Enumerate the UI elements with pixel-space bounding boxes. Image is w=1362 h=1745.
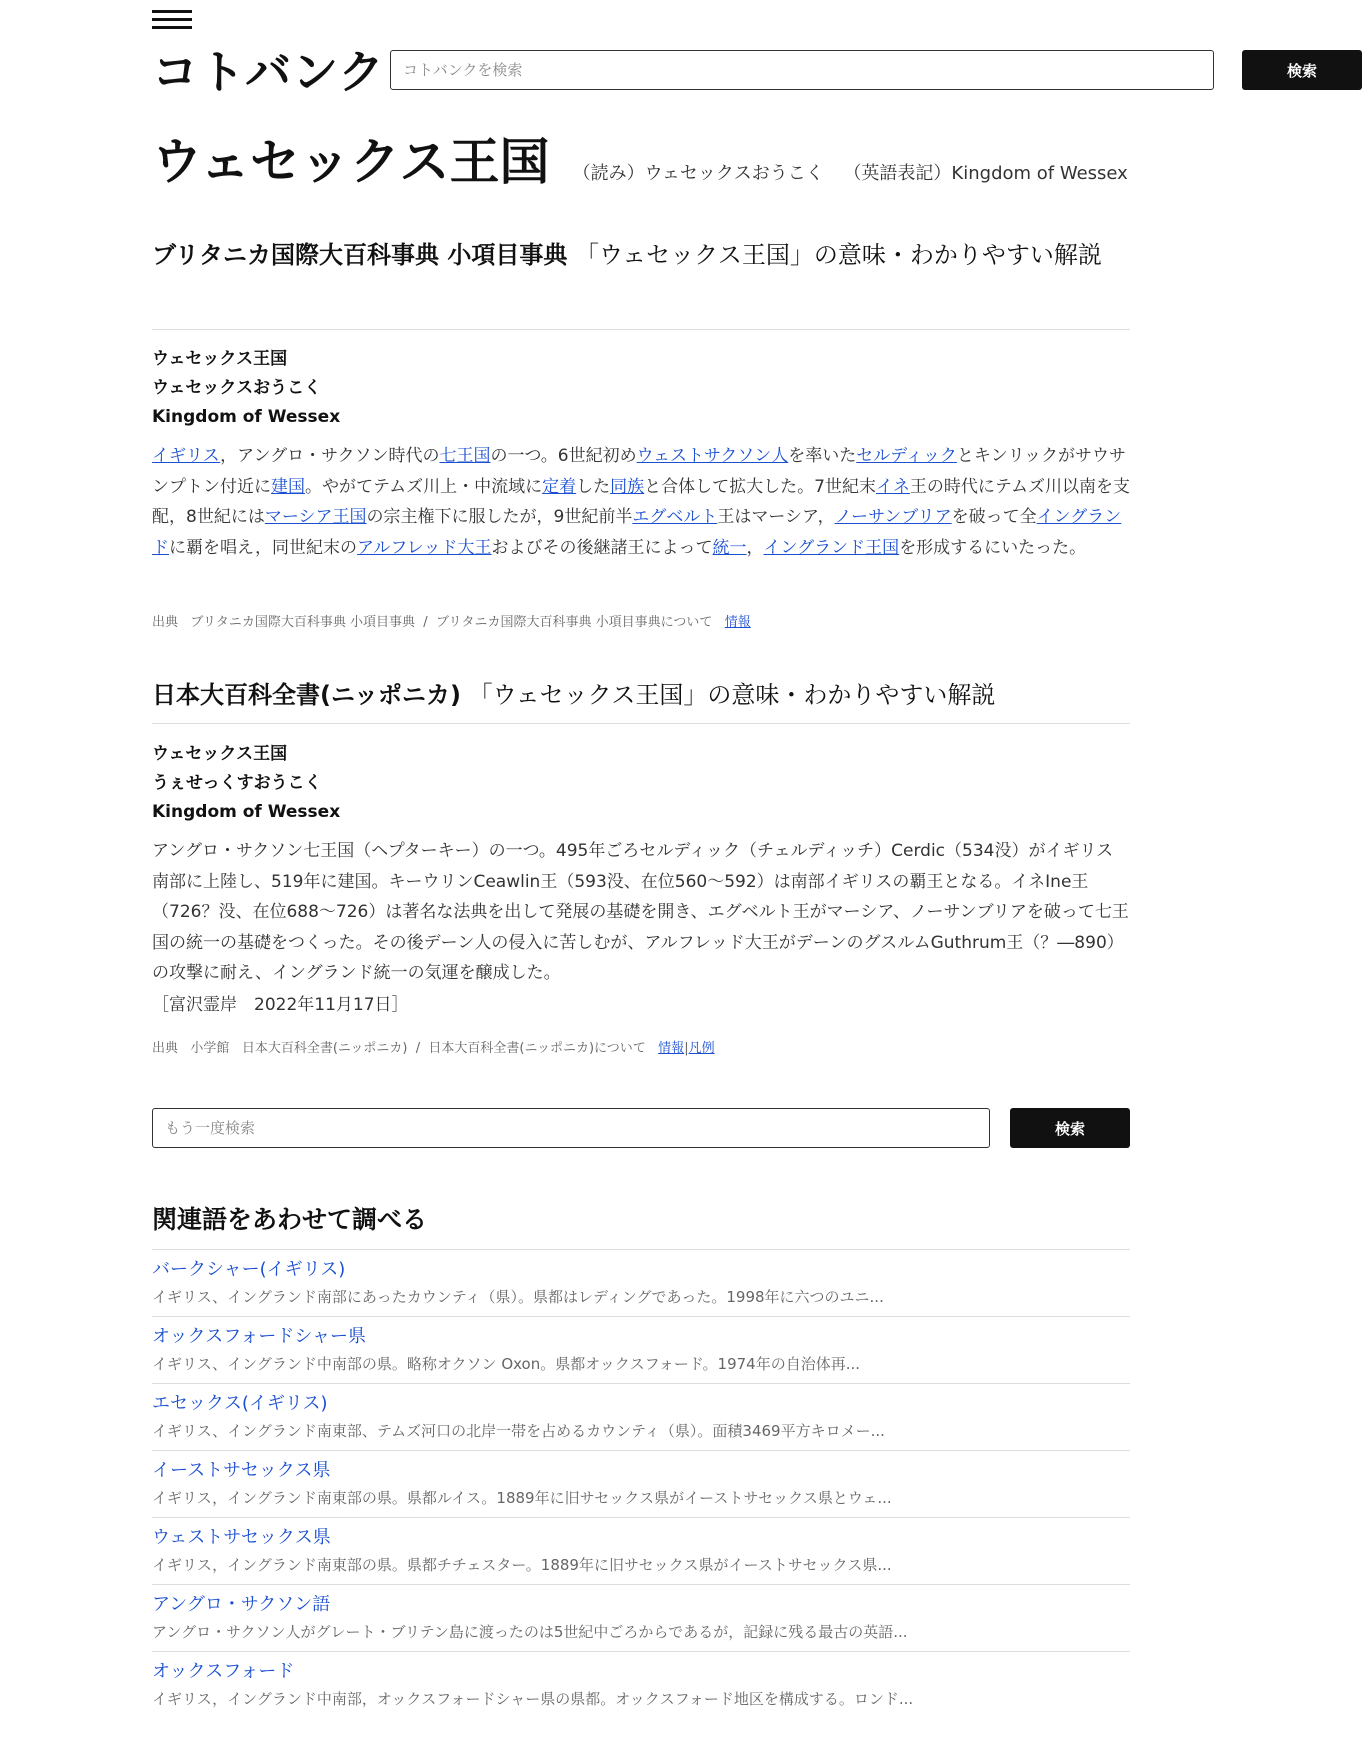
body-text-segment: を率いた: [788, 446, 857, 466]
related-desc: アングロ・サクソン人がグレート・ブリテン島に渡ったのは5世紀中ごろからであるが，記録に残る最古の英語...: [152, 1623, 908, 1641]
related-title: 関連語をあわせて調べる: [152, 1205, 428, 1234]
britannica-heading: [152, 235, 1130, 275]
inline-term-link[interactable]: セルディック: [856, 446, 957, 466]
header-search: [390, 50, 1317, 90]
related-link[interactable]: オックスフォードシャー県: [152, 1326, 367, 1347]
search-button[interactable]: 検索: [1242, 50, 1362, 90]
britannica-source: 出典 ブリタニカ国際大百科事典 小項目事典 / ブリタニカ国際大百科事典 小項目事典について 情報: [152, 615, 751, 630]
search-again-button[interactable]: 検索: [1010, 1108, 1130, 1148]
page-title: ウェセックス王国: [152, 133, 550, 191]
body-text-segment: の宗主権下に服したが，9世紀前半: [366, 507, 633, 527]
nipponica-author: ［富沢霊岸 2022年11月17日］: [152, 995, 409, 1015]
nipponica-body: アングロ・サクソン七王国（ヘプターキー）の一つ。495年ごろセルディック（チェルディッチ）Cerdic（534没）がイギリス南部に上陸し、519年に建国。キーウリンCeawlin王（593没、在位560～592）は南部イギリスの覇王となる。イネIne王（726？没、在位688～726）は著名な法典を出して発展の基礎を開き、エグベルト王がマーシア、ノーサンブリアを破って七王国の統一の基礎をつくった。その後デーン人の侵入に苦しむが、アルフレッド大王がデーンのグスルムGuthrum王（？―890）の攻撃に耐え、イングランド統一の気運を醸成した。: [152, 841, 1129, 983]
related-link[interactable]: オックスフォード: [152, 1661, 295, 1682]
related-item[interactable]: [152, 1316, 1130, 1383]
source-about: 日本大百科全書(ニッポニカ)について: [428, 1041, 646, 1056]
nipponica-heading-suffix: 「ウェセックス王国」の意味・わかりやすい解説: [468, 681, 996, 709]
related-desc: イギリス，イングランド南東部の県。県都ルイス。1889年に旧サセックス県がイーストサセックス県とウェ...: [152, 1489, 892, 1507]
divider: [152, 329, 1130, 330]
related-link[interactable]: イーストサセックス県: [152, 1460, 331, 1481]
body-text-segment: およびその後継諸王によって: [491, 537, 713, 558]
site-logo[interactable]: コトバンク: [152, 45, 386, 99]
source-info-link[interactable]: 情報: [658, 1041, 685, 1056]
body-text-segment: の一つ。6世紀初め: [490, 446, 637, 466]
related-desc: イギリス、イングランド南部にあったカウンティ（県）。県都はレディングであった。1998年に六つのユニ...: [152, 1288, 884, 1306]
source-name: 日本大百科全書(ニッポニカ): [241, 1041, 408, 1056]
body-text-segment: とキンリックがサウサンプトン付近に: [152, 446, 1127, 497]
bottom-search: [152, 1108, 1130, 1148]
related-item[interactable]: [152, 1249, 1130, 1316]
body-text-segment: 王はマーシア，: [717, 507, 835, 527]
body-text-segment: 王の時代にテムズ川以南を支配，8世紀には: [152, 476, 1130, 527]
related-desc: イギリス，イングランド中南部，オックスフォードシャー県の県都。オックスフォード地区を構成する。ロンド...: [152, 1690, 914, 1708]
britannica-dict-name: ブリタニカ国際大百科事典 小項目事典: [152, 241, 568, 269]
inline-term-link[interactable]: 同族: [610, 476, 645, 497]
inline-term-link[interactable]: イギリス: [152, 446, 221, 466]
inline-term-link[interactable]: ウェストサクソン人: [636, 446, 789, 466]
related-link[interactable]: ウェストサセックス県: [152, 1527, 331, 1548]
nipponica-entry-reading: うぇせっくすおうこく: [152, 773, 322, 793]
related-list: [152, 1249, 1130, 1718]
title-reading: （読み）ウェセックスおうこく: [572, 163, 824, 184]
britannica-entry-reading: ウェセックスおうこく: [152, 378, 322, 398]
nipponica-source: 出典 小学館 日本大百科全書(ニッポニカ) / 日本大百科全書(ニッポニカ)について 情報|凡例: [152, 1041, 715, 1056]
title-reading-block: [573, 159, 1142, 185]
related-link[interactable]: アングロ・サクソン語: [152, 1594, 331, 1615]
source-label: 出典: [152, 1041, 179, 1056]
source-info-link[interactable]: 情報: [724, 615, 751, 630]
related-item[interactable]: [152, 1517, 1130, 1584]
related-item[interactable]: [152, 1584, 1130, 1651]
britannica-entry-title: ウェセックス王国: [152, 349, 288, 369]
hamburger-menu-icon[interactable]: [152, 10, 192, 30]
britannica-entry-english: Kingdom of Wessex: [152, 407, 341, 427]
body-text-segment: 。やがてテムズ川上・中流域に: [305, 476, 543, 497]
body-text-segment: と合体して拡大した。7世紀末: [644, 476, 876, 497]
related-desc: イギリス、イングランド南東部、テムズ河口の北岸一帯を占めるカウンティ（県）。面積3469平方キロメー...: [152, 1422, 885, 1440]
source-name: ブリタニカ国際大百科事典 小項目事典: [190, 615, 416, 630]
source-about: ブリタニカ国際大百科事典 小項目事典について: [435, 615, 713, 630]
related-desc: イギリス、イングランド中南部の県。略称オクソン Oxon。県都オックスフォード。1974年の自治体再...: [152, 1355, 861, 1373]
title-english: （英語表記）Kingdom of Wessex: [843, 163, 1128, 184]
inline-term-link[interactable]: イングランド王国: [763, 537, 900, 558]
body-text-segment: を破って全: [951, 507, 1037, 527]
inline-term-link[interactable]: イネ: [875, 476, 910, 497]
nipponica-dict-name: 日本大百科全書(ニッポニカ): [152, 681, 461, 709]
title-row: [152, 122, 1130, 194]
source-legend-link[interactable]: 凡例: [688, 1041, 715, 1056]
source-label: 出典: [152, 615, 179, 630]
inline-term-link[interactable]: 建国: [271, 476, 305, 497]
inline-term-link[interactable]: エグベルト: [632, 507, 718, 527]
related-item[interactable]: [152, 1450, 1130, 1517]
britannica-heading-suffix: 「ウェセックス王国」の意味・わかりやすい解説: [575, 241, 1102, 269]
search-input[interactable]: [390, 50, 1214, 90]
source-publisher: 小学館: [190, 1041, 230, 1056]
related-item[interactable]: [152, 1383, 1130, 1450]
nipponica-entry-title: ウェセックス王国: [152, 744, 288, 764]
related-link[interactable]: エセックス(イギリス): [152, 1393, 328, 1414]
inline-term-link[interactable]: アルフレッド大王: [357, 537, 492, 558]
related-desc: イギリス，イングランド南東部の県。県都チチェスター。1889年に旧サセックス県がイーストサセックス県...: [152, 1556, 892, 1574]
body-text-segment: を形成するにいたった。: [899, 537, 1087, 558]
inline-term-link[interactable]: 統一: [712, 537, 747, 558]
related-link[interactable]: バークシャー(イギリス): [152, 1259, 346, 1280]
inline-term-link[interactable]: マーシア王国: [264, 507, 367, 527]
inline-term-link[interactable]: イングランド: [152, 507, 1122, 558]
body-text-segment: した: [576, 476, 611, 497]
nipponica-entry-english: Kingdom of Wessex: [152, 802, 341, 822]
related-item[interactable]: [152, 1651, 1130, 1718]
body-text-segment: ，アングロ・サクソン時代の: [220, 446, 440, 466]
body-text-segment: ，: [746, 537, 764, 558]
body-text-segment: に覇を唱え，同世紀末の: [169, 537, 358, 558]
inline-term-link[interactable]: 七王国: [439, 446, 491, 466]
britannica-body: [152, 441, 1130, 563]
inline-term-link[interactable]: 定着: [542, 476, 577, 497]
divider: [152, 723, 1130, 724]
inline-term-link[interactable]: ノーサンブリア: [834, 507, 952, 527]
nipponica-heading: [152, 675, 1130, 715]
search-again-input[interactable]: [152, 1108, 990, 1148]
